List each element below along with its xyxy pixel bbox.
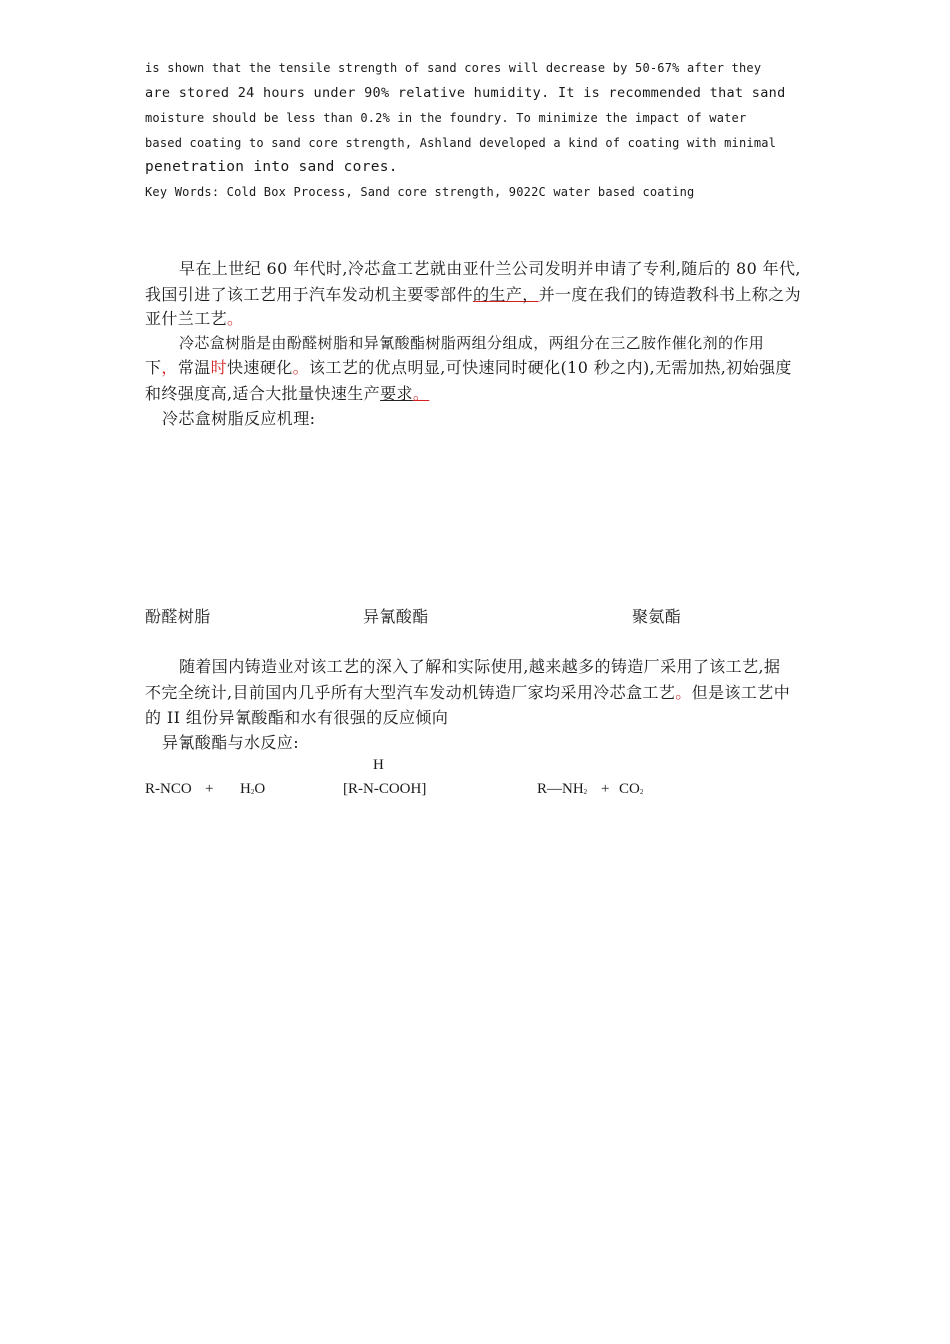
formula-h-above: H <box>373 757 384 773</box>
formula-plus-2: + <box>601 781 610 797</box>
formula-product-amine <box>537 781 587 798</box>
para1-underlined-text: 的生产， <box>473 285 539 304</box>
formula-plus-1: + <box>205 781 214 797</box>
formula-water-o: O <box>254 781 266 797</box>
formula-co2 <box>619 781 643 798</box>
formula-amine-subscript: 2 <box>583 788 588 796</box>
para3-line-3: 的 II 组份异氰酸酯和水有很强的反应倾向 <box>145 708 449 727</box>
para2-line-3-a: 和终强度高,适合大批量快速生产 <box>145 384 381 403</box>
label-isocyanate: 异氰酸酯 <box>363 607 429 626</box>
para3-line-2-a: 不完全统计,目前国内几乎所有大型汽车发动机铸造厂家均采用冷芯盒工艺 <box>145 683 676 702</box>
para2-red-end: 。 <box>412 384 430 403</box>
para2-line-2-b: 常温 <box>177 358 211 377</box>
abstract-line-2: are stored 24 hours under 90% relative humidity. It is recommended that sand <box>145 85 786 101</box>
formula-reactant-rnco: R-NCO <box>145 781 192 797</box>
formula-co-text: CO <box>619 781 640 797</box>
para1-line-2 <box>145 282 801 305</box>
para1-line-3-text: 亚什兰工艺 <box>145 309 228 328</box>
para2-line-1: 冷芯盒树脂是由酚醛树脂和异氰酸酯树脂两组分组成，两组分在三乙胺作催化剂的作用 <box>179 334 765 352</box>
para2-red-period: 。 <box>292 358 310 377</box>
abstract-line-3: moisture should be less than 0.2% in the foundry. To minimize the impact of water <box>145 111 747 125</box>
formula-water-subscript: 2 <box>250 788 255 796</box>
formula-amine-text: R—NH <box>537 781 584 797</box>
para3-line-2 <box>145 680 790 703</box>
para2-line-2-c: 快速硬化 <box>227 358 293 377</box>
para1-line-3 <box>145 306 243 329</box>
para2-line-2-a: 下 <box>145 358 162 377</box>
label-polyurethane: 聚氨酯 <box>632 607 682 626</box>
mechanism-label: 冷芯盒树脂反应机理: <box>162 409 316 428</box>
abstract-line-1: is shown that the tensile strength of sand cores will decrease by 50-67% after they <box>145 61 762 75</box>
abstract-line-4: based coating to sand core strength, Ashland developed a kind of coating with minimal <box>145 136 777 150</box>
water-reaction-label: 异氰酸酯与水反应: <box>162 733 299 752</box>
para3-line-1: 随着国内铸造业对该工艺的深入了解和实际使用,越来越多的铸造厂采用了该工艺,据 <box>179 657 781 676</box>
keywords: Key Words: Cold Box Process, Sand core strength, 9022C water based coating <box>145 185 695 199</box>
para2-line-3 <box>145 381 429 404</box>
para3-line-2-b: 但是该工艺中 <box>691 683 791 702</box>
para1-line-1: 早在上世纪 60 年代时,冷芯盒工艺就由亚什兰公司发明并申请了专利,随后的 80 年代, <box>179 259 801 278</box>
para1-red-mark: 。 <box>227 309 244 328</box>
para1-line-2-text-a: 我国引进了该工艺用于汽车发动机主要零部件 <box>145 285 474 304</box>
para2-red-char: 时 <box>210 358 228 377</box>
formula-water <box>240 781 265 798</box>
formula-intermediate: [R-N-COOH] <box>343 781 427 797</box>
para2-red-comma: ， <box>161 358 178 377</box>
formula-co-subscript: 2 <box>639 788 644 796</box>
para3-red-period: 。 <box>675 683 692 702</box>
para1-line-2-text-b: 并一度在我们的铸造教科书上称之为 <box>538 285 802 304</box>
abstract-line-5: penetration into sand cores. <box>145 159 398 175</box>
para2-underlined-text: 要求 <box>380 384 413 403</box>
label-phenolic-resin: 酚醛树脂 <box>145 607 211 626</box>
para2-line-2-d: 该工艺的优点明显,可快速同时硬化(10 秒之内),无需加热,初始强度 <box>309 358 792 377</box>
formula-water-h: H <box>240 781 251 797</box>
para2-line-2 <box>145 355 792 378</box>
